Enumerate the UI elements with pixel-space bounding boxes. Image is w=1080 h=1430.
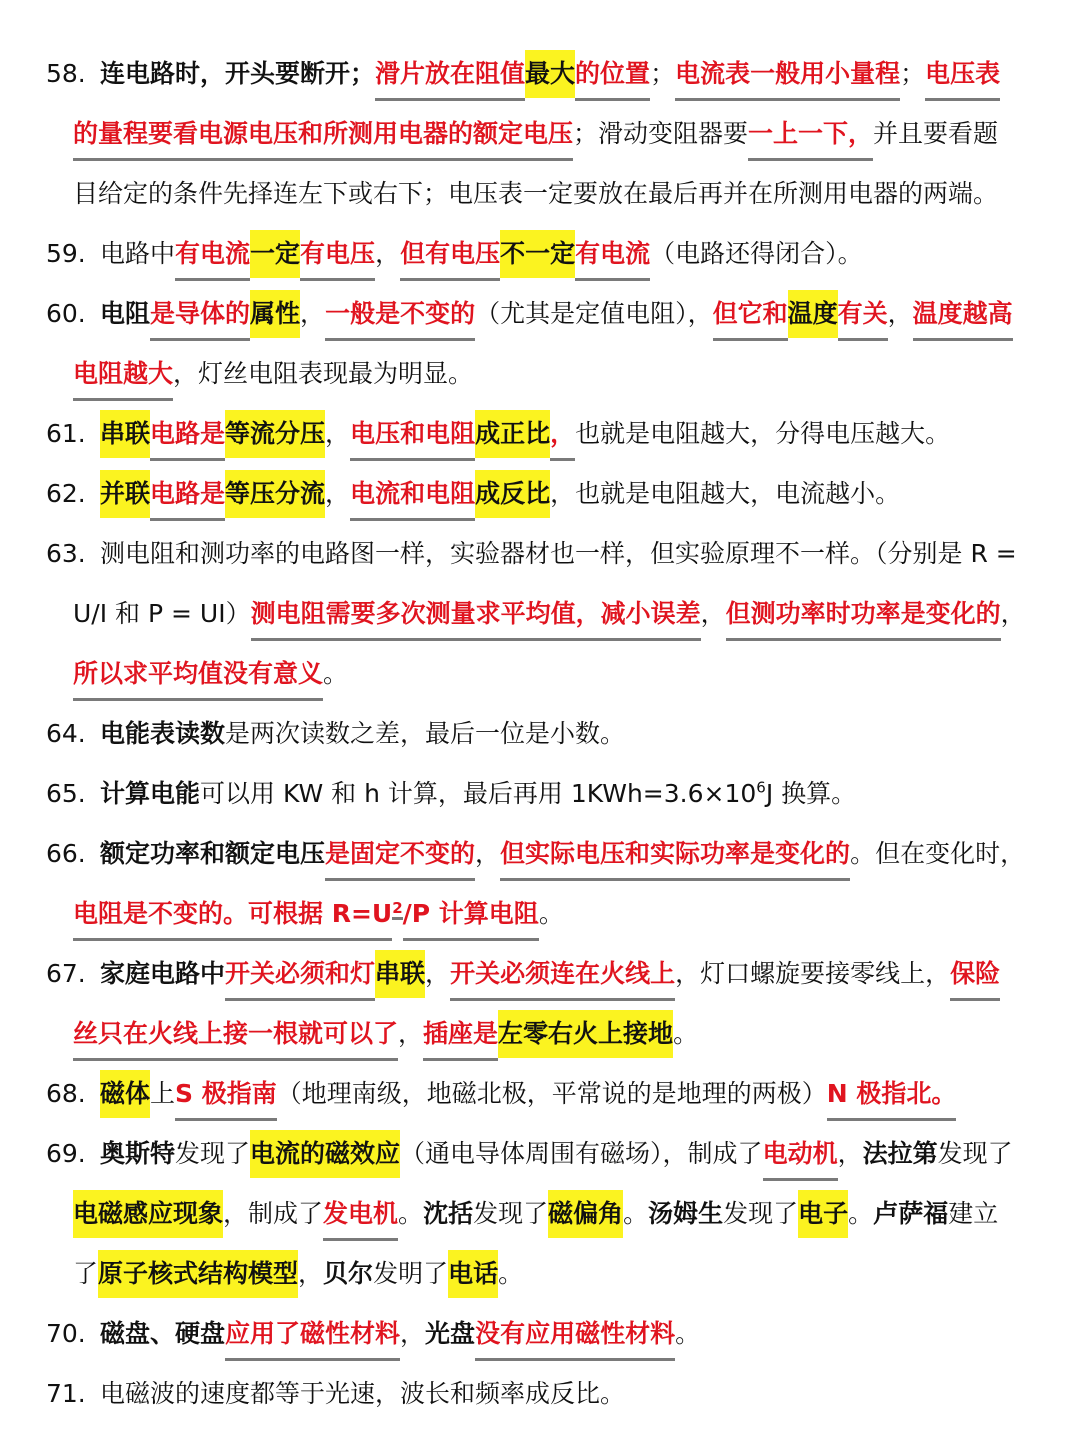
text-run: 。 [675,1319,701,1348]
highlighted-term: 一定 [250,230,300,278]
text-run: 。 [498,1259,524,1288]
highlighted-term: 成正比 [475,410,550,458]
highlighted-term: 串联 [375,950,425,998]
text-run: （地理南级，地磁北极，平常说的是地理的两极） [276,1079,827,1108]
emphasis-text: 保险 [950,950,1000,1001]
text-line [73,1010,698,1058]
emphasis-text: 有电压 [300,230,375,281]
text-line [100,290,1013,338]
item-number: 69. [46,1139,86,1168]
text-run: ， [475,839,501,868]
text-run: ， [298,1259,324,1288]
highlighted-term: 左零右火上接地 [498,1010,673,1058]
text-run: ；滑动变阻器要 [573,119,749,148]
list-item [0,830,1080,950]
text-line [100,410,950,458]
item-number: 61. [46,419,86,448]
list-item [0,230,1080,290]
text-run: ， [425,959,451,988]
emphasis-text: 的量程要看电源电压和所测用电器的额定电压 [73,110,573,161]
bold-term: 卢萨福 [873,1199,949,1228]
highlighted-term: 等压分流 [225,470,325,518]
emphasis-text: 滑片放在阻值 [375,50,525,101]
superscript: 2 [392,899,402,920]
item-number: 65. [46,779,86,808]
list-item [0,710,1080,770]
highlighted-term: 等流分压 [225,410,325,458]
emphasis-text: 但它和 [713,290,788,341]
highlighted-term: 电流的磁效应 [250,1130,400,1178]
highlighted-term: 电话 [448,1250,498,1298]
list-item [0,470,1080,530]
bold-term: 磁盘、硬盘 [100,1319,226,1348]
text-run: 发明了 [373,1259,449,1288]
text-line [73,890,564,938]
emphasis-text: 电阻越大 [73,350,173,401]
text-line [100,1370,625,1418]
text-run: J 换算。 [765,779,857,808]
text-run: ， [837,1139,863,1168]
emphasis-text: 但测功率时功率是变化的 [726,590,1001,641]
item-number: 70. [46,1319,86,1348]
item-number: 63. [46,539,86,568]
text-run: ，灯丝电阻表现最为明显。 [173,359,474,388]
emphasis-text: S 极指南 [175,1070,277,1121]
highlighted-term: 磁体 [100,1070,150,1118]
list-item [0,290,1080,410]
emphasis-text: 电路是 [150,410,225,461]
emphasis-text: 插座是 [423,1010,498,1061]
emphasis-text: 发电机 [323,1190,398,1241]
highlighted-term: 串联 [100,410,150,458]
emphasis-text: 没有应用磁性材料 [475,1310,675,1361]
item-number: 64. [46,719,86,748]
text-run: 建立 [948,1199,999,1228]
text-run: ， [325,419,351,448]
item-number: 62. [46,479,86,508]
emphasis-text: 应用了磁性材料 [225,1310,400,1361]
text-run: 发现了 [175,1139,251,1168]
text-run: ， [325,479,351,508]
highlighted-term: 电子 [798,1190,848,1238]
emphasis-text: /P 计算电阻 [403,890,539,941]
text-run: 目给定的条件先择连左下或右下；电压表一定要放在最后再并在所测用电器的两端。 [73,179,999,208]
emphasis-text: 开关必须连在火线上 [450,950,675,1001]
text-run: ； [900,59,926,88]
text-run: 测电阻和测功率的电路图一样，实验器材也一样，但实验原理不一样。（分别是 R = [100,539,1017,568]
bold-term: 光盘 [425,1319,476,1348]
text-run: （尤其是定值电阻）， [475,299,713,328]
emphasis-text: 一上一下， [748,110,873,161]
list-item [0,950,1080,1070]
emphasis-text: 电路是 [150,470,225,521]
text-run: 并且要看题 [873,119,999,148]
text-run: 。 [323,659,349,688]
bold-term: 沈括 [423,1199,474,1228]
text-run: 发现了 [473,1199,549,1228]
item-number: 60. [46,299,86,328]
highlighted-term: 原子核式结构模型 [98,1250,298,1298]
text-run: ， [300,299,326,328]
superscript: 6 [756,778,766,797]
text-run: ，也就是电阻越大，电流越小。 [550,479,901,508]
item-number: 66. [46,839,86,868]
text-run: 。 [673,1019,699,1048]
text-line [100,1130,1013,1178]
emphasis-text: 温度越高 [913,290,1013,341]
emphasis-text: 电动机 [763,1130,838,1181]
list-item [0,530,1080,710]
text-line [73,110,998,158]
emphasis-text: 但有电压 [400,230,500,281]
text-run: ； [650,59,676,88]
text-run: 。 [848,1199,874,1228]
text-run: ，制成了 [223,1199,324,1228]
text-run: 。 [623,1199,649,1228]
highlighted-term: 属性 [250,290,300,338]
text-line [100,50,1000,98]
highlighted-term: 磁偏角 [548,1190,623,1238]
highlighted-term: 电磁感应现象 [73,1190,223,1238]
list-item [0,1310,1080,1370]
list-item [0,50,1080,230]
emphasis-text: 是固定不变的 [325,830,475,881]
bold-term: 计算电能 [100,779,201,808]
text-line [73,590,1026,638]
highlighted-term: 不一定 [500,230,575,278]
item-number: 67. [46,959,86,988]
emphasis-text: 的位置 [575,50,650,101]
text-run: 上 [150,1079,176,1108]
emphasis-text: 但实际电压和实际功率是变化的 [500,830,850,881]
text-run: 了 [73,1259,99,1288]
bold-term: 电能表读数 [100,719,226,748]
item-number: 71. [46,1379,86,1408]
list-item [0,770,1080,830]
text-run: ， [1000,599,1026,628]
text-line [100,530,1017,578]
text-run: ， [887,299,913,328]
text-line [73,1190,998,1238]
text-run: ， [400,1319,426,1348]
text-run: 发现了 [937,1139,1013,1168]
emphasis-text: 有电流 [175,230,250,281]
text-line [100,230,863,278]
text-run: 发现了 [723,1199,799,1228]
emphasis-text: 测电阻需要多次测量求平均值，减小误差 [251,590,701,641]
text-line [100,770,856,818]
emphasis-text: N 极指北。 [827,1070,957,1121]
emphasis-text: 开关必须和灯 [225,950,375,1001]
text-line [73,350,473,398]
text-run: （通电导体周围有磁场），制成了 [400,1139,763,1168]
list-item [0,1370,1080,1430]
emphasis-text: 电阻是不变的。可根据 R=U [73,890,392,941]
highlighted-term: 成反比 [475,470,550,518]
text-run: 。但在变化时， [850,839,1026,868]
emphasis-text: 电压表 [925,50,1000,101]
text-run: U/I 和 P = UI） [73,599,251,628]
text-line [100,470,900,518]
item-number: 68. [46,1079,86,1108]
text-line [100,1310,700,1358]
emphasis-text: 电压和电阻 [350,410,475,461]
text-run: ， [700,599,726,628]
bold-term: 汤姆生 [648,1199,724,1228]
emphasis-text: 是导体的 [150,290,250,341]
highlighted-term: 温度 [788,290,838,338]
list-item [0,1130,1080,1310]
text-run: （电路还得闭合）。 [650,239,863,268]
text-run: ， [375,239,401,268]
item-number: 58. [46,59,86,88]
text-line [73,170,998,218]
bold-term: 法拉第 [862,1139,938,1168]
bold-term: 电阻 [100,299,151,328]
emphasis-text: 电流表一般用小量程 [675,50,900,101]
text-run: 电路中 [100,239,176,268]
text-run: 是两次读数之差，最后一位是小数。 [225,719,626,748]
text-line [73,1250,523,1298]
text-run: 。 [538,899,564,928]
emphasis-text: 有电流 [575,230,650,281]
text-run: ， [398,1019,424,1048]
item-number: 59. [46,239,86,268]
highlighted-term: 最大 [525,50,575,98]
emphasis-text: 一般是不变的 [325,290,475,341]
bold-term: 奥斯特 [100,1139,176,1168]
text-line [100,710,625,758]
emphasis-text: 有关 [838,290,888,341]
text-line [73,650,348,698]
list-item [0,1070,1080,1130]
emphasis-text: 电流和电阻 [350,470,475,521]
text-run: 也就是电阻越大，分得电压越大。 [575,419,951,448]
emphasis-text: ， [550,410,575,461]
bold-term: 额定功率和额定电压 [100,839,326,868]
emphasis-text: 丝只在火线上接一根就可以了 [73,1010,398,1061]
text-run: 可以用 KW 和 h 计算，最后再用 1KWh=3.6×10 [200,779,757,808]
bold-term: 家庭电路中 [100,959,226,988]
text-run: 电磁波的速度都等于光速，波长和频率成反比。 [100,1379,626,1408]
bold-term: 贝尔 [323,1259,374,1288]
emphasis-text: 所以求平均值没有意义 [73,650,323,701]
text-line [100,1070,956,1118]
list-item [0,410,1080,470]
text-line [100,950,1000,998]
highlighted-term: 并联 [100,470,150,518]
text-run: 。 [398,1199,424,1228]
text-run: ，灯口螺旋要接零线上， [675,959,951,988]
text-line [100,830,1025,878]
bold-term: 连电路时，开头要断开； [100,59,376,88]
